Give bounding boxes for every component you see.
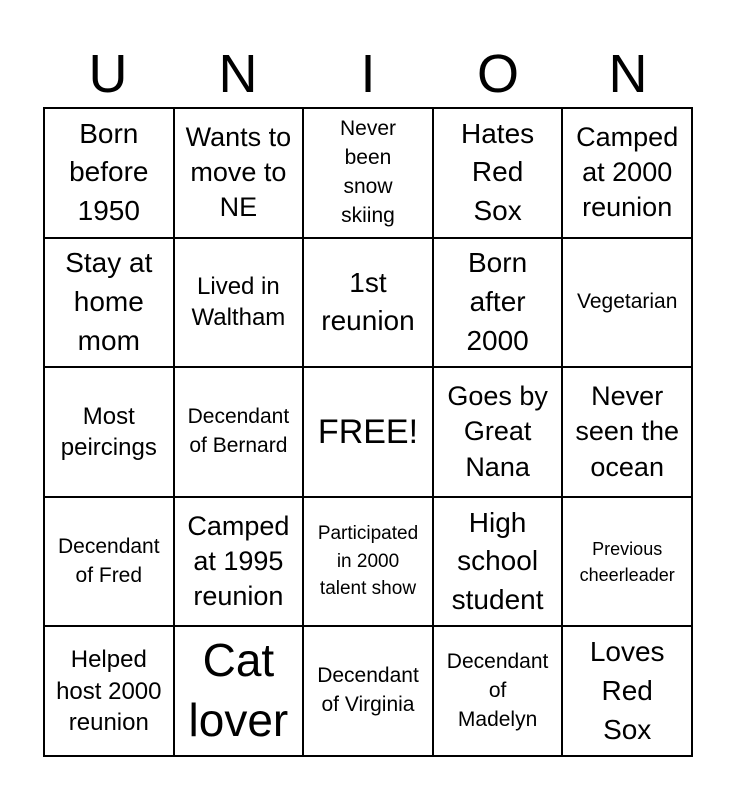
bingo-cell-text: Never been snow skiing — [339, 116, 396, 227]
bingo-cell-text: Goes by Great Nana — [447, 381, 548, 482]
bingo-cell[interactable] — [303, 626, 433, 756]
bingo-cell-text: Decendant of Bernard — [187, 405, 290, 457]
bingo-cell-text: Hates Red Sox — [461, 117, 535, 227]
bingo-cell[interactable] — [433, 108, 563, 238]
bingo-cell[interactable] — [562, 626, 692, 756]
bingo-cell-text: Previous cheerleader — [579, 538, 675, 585]
bingo-cell-text: Decendant of Fred — [58, 534, 160, 587]
bingo-cell-text: Lived in Waltham — [191, 273, 286, 332]
bingo-cell[interactable] — [303, 108, 433, 238]
header-letter-n2: N — [608, 44, 648, 104]
bingo-cell[interactable] — [562, 367, 692, 497]
header-letter-o: O — [476, 44, 519, 104]
bingo-cell[interactable] — [433, 497, 563, 627]
bingo-cell-text: Never seen the ocean — [575, 381, 679, 482]
bingo-cell-text: Decendant of Madelyn — [446, 649, 549, 731]
bingo-cell[interactable] — [303, 497, 433, 627]
bingo-cell[interactable] — [433, 626, 563, 756]
bingo-cell-text: Stay at home mom — [65, 247, 153, 356]
bingo-header — [43, 40, 693, 108]
bingo-cell[interactable] — [44, 238, 174, 368]
bingo-cell-text: Cat lover — [188, 634, 289, 747]
bingo-cell[interactable] — [44, 367, 174, 497]
bingo-cell[interactable] — [562, 497, 692, 627]
bingo-cell-text: FREE! — [317, 412, 419, 451]
bingo-cell[interactable] — [174, 626, 304, 756]
bingo-cell-text: Camped at 1995 reunion — [187, 510, 290, 612]
bingo-cell[interactable] — [174, 497, 304, 627]
bingo-cell[interactable] — [174, 238, 304, 368]
bingo-cell[interactable] — [174, 367, 304, 497]
bingo-cell[interactable] — [303, 367, 433, 497]
header-letter-n1: N — [218, 44, 258, 104]
bingo-grid — [43, 107, 693, 757]
bingo-cell-text: Decendant of Virginia — [317, 664, 419, 717]
bingo-cell-text: Born after 2000 — [466, 247, 529, 356]
bingo-cell[interactable] — [562, 108, 692, 238]
bingo-cell[interactable] — [44, 497, 174, 627]
header-letter-i: I — [360, 44, 376, 104]
bingo-cell-text: 1st reunion — [321, 266, 415, 337]
bingo-cell-text: Vegetarian — [576, 289, 678, 313]
bingo-cell-text: Loves Red Sox — [589, 636, 665, 745]
bingo-cell[interactable] — [433, 238, 563, 368]
bingo-cell[interactable] — [44, 626, 174, 756]
bingo-cell[interactable] — [44, 108, 174, 238]
bingo-cell-text: Most peircings — [60, 402, 157, 461]
bingo-cell-text: Wants to move to NE — [185, 122, 292, 223]
bingo-cell-text: Camped at 2000 reunion — [576, 122, 679, 223]
bingo-cell-text: Helped host 2000 reunion — [56, 646, 162, 736]
bingo-cell[interactable] — [562, 238, 692, 368]
bingo-cell[interactable] — [433, 367, 563, 497]
header-letter-u: U — [88, 44, 128, 104]
bingo-cell[interactable] — [303, 238, 433, 368]
bingo-cell-text: High school student — [451, 506, 544, 615]
bingo-cell-text: Born before 1950 — [69, 117, 149, 227]
bingo-cell-text: Participated in 2000 talent show — [317, 523, 419, 600]
bingo-cell[interactable] — [174, 108, 304, 238]
